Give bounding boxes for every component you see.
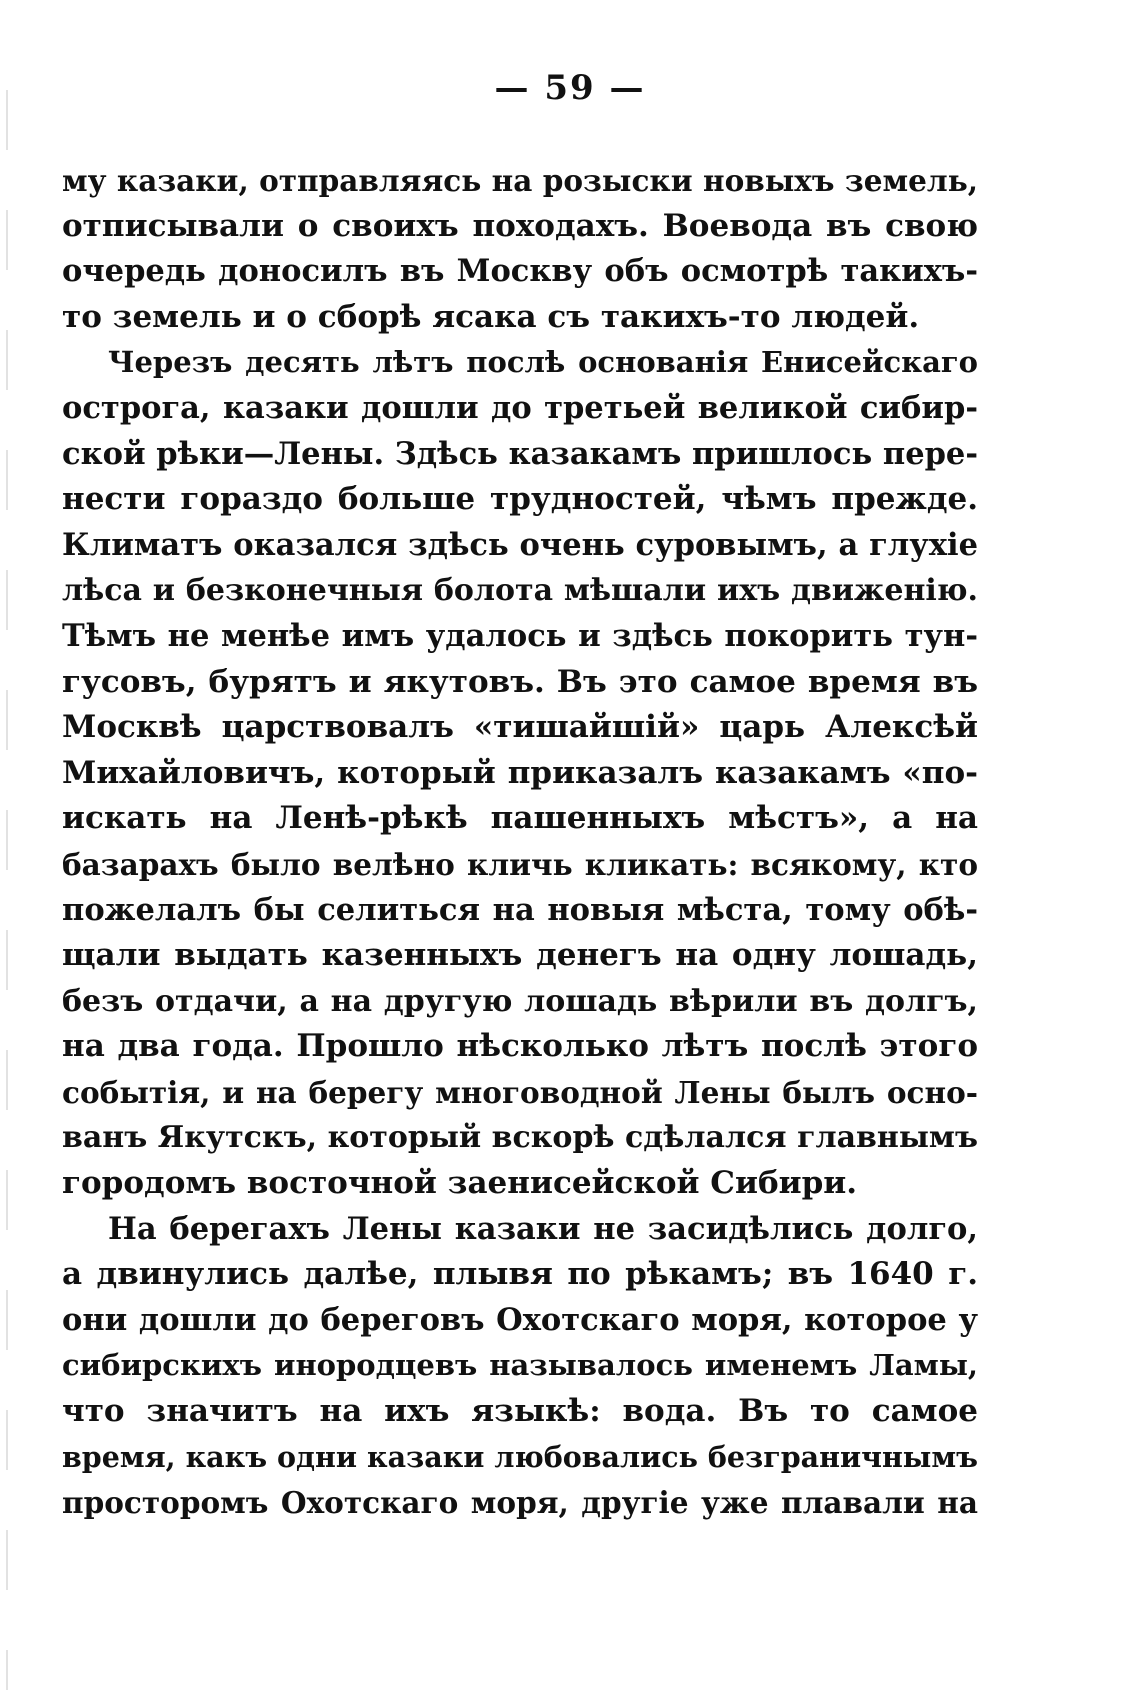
scan-edge-shadow (6, 90, 8, 1690)
text-line: очередь доносилъ въ Москву объ осмотрѣ такихъ- (62, 253, 978, 290)
text-line: Тѣмъ не менѣе имъ удалось и здѣсь покорить тун- (62, 617, 978, 654)
text-line: му казаки, отправляясь на розыски новыхъ земель, (62, 163, 978, 198)
text-line: просторомъ Охотскаго моря, другіе уже плавали на (62, 1485, 978, 1521)
text-line: Михайловичъ, который приказалъ казакамъ «по- (62, 754, 978, 791)
text-line: время, какъ одни казаки любовались безграничнымъ (62, 1439, 978, 1474)
text-line: Москвѣ царствовалъ «тишайшій» царь Алексѣй (62, 709, 978, 746)
text-line: безъ отдачи, а на другую лошадь вѣрили въ долгъ, (62, 983, 978, 1019)
text-line: событія, и на берегу многоводной Лены былъ осно- (62, 1074, 978, 1110)
text-line: то земель и о сборѣ ясака съ такихъ-то людей. (62, 298, 920, 335)
text-line: лѣса и безконечныя болота мѣшали ихъ движенію. (62, 573, 978, 609)
text-line: они дошли до береговъ Охотскаго моря, которое у (62, 1301, 978, 1338)
paragraph-start-line: Черезъ десять лѣтъ послѣ основанія Енисейскаго (108, 345, 978, 380)
text-line: на два года. Прошло нѣсколько лѣтъ послѣ этого (62, 1028, 978, 1065)
text-line: гусовъ, бурятъ и якутовъ. Въ это самое время въ (62, 663, 978, 700)
text-line: сибирскихъ инородцевъ называлось именемъ Ламы, (62, 1348, 978, 1383)
text-line: городомъ восточной заенисейской Сибири. (62, 1165, 858, 1202)
text-line: а двинулись далѣе, плывя по рѣкамъ; въ 1640 г. (62, 1256, 978, 1293)
text-line: щали выдать казенныхъ денегъ на одну лошадь, (62, 937, 978, 974)
text-line: базарахъ было велѣно кличь кликать: всякому, кто (62, 846, 978, 882)
body-text (62, 158, 978, 1526)
paragraph-start-line: На берегахъ Лены казаки не засидѣлись долго, (108, 1210, 978, 1247)
text-line: что значитъ на ихъ языкѣ: вода. Въ то самое (62, 1393, 978, 1430)
text-line: острога, казаки дошли до третьей великой сибир- (62, 389, 978, 426)
text-line: отписывали о своихъ походахъ. Воевода въ свою (62, 207, 978, 244)
page-number: — 59 — (494, 68, 646, 108)
text-line: ванъ Якутскъ, который вскорѣ сдѣлался главнымъ (62, 1120, 978, 1156)
text-line: ской рѣки—Лены. Здѣсь казакамъ пришлось пере- (62, 435, 978, 472)
text-line: нести гораздо больше трудностей, чѣмъ прежде. (62, 481, 978, 518)
text-line: Климатъ оказался здѣсь очень суровымъ, а глухіе (62, 526, 978, 563)
text-line: искать на Ленѣ-рѣкѣ пашенныхъ мѣстъ», а на (62, 800, 978, 837)
text-line: пожелалъ бы селиться на новыя мѣста, тому обѣ- (62, 891, 978, 928)
